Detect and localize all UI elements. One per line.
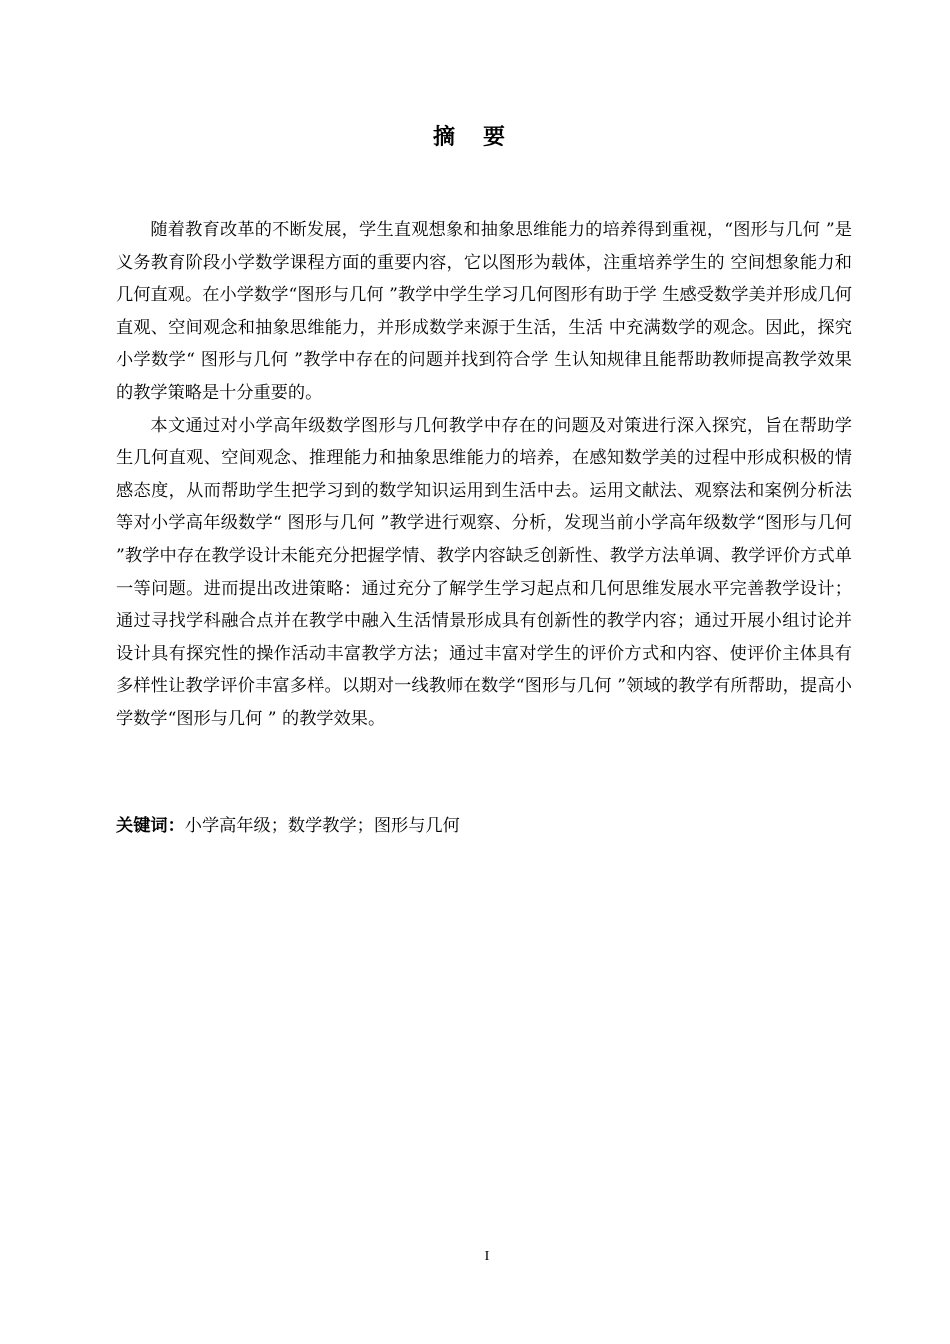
- page-number: I: [484, 1249, 490, 1264]
- keywords-label: 关键词：: [116, 816, 185, 836]
- abstract-body: [116, 214, 852, 736]
- keywords-value: 小学高年级；数学教学；图形与几何: [184, 816, 460, 836]
- page-title: 摘要: [432, 125, 533, 150]
- abstract-paragraph-1: 随着教育改革的不断发展，学生直观想象和抽象思维能力的培养得到重视，“图形与几何 ”是义务教育阶段小学数学课程方面的重要内容，它以图形为载体，注重培养学生的 空间想象能力和几何直观。在小学数学“图形与几何 ”教学中学生学习几何图形有助于学 生感受数学美并形成几何直观、空间观念和抽象思维能力，并形成数学来源于生活，生活 中充满数学的观念。因此，探究小学数学“ 图形与几何 ”教学中存在的问题并找到符合学 生认知规律且能帮助教师提高教学效果的教学策略是十分重要的。: [116, 220, 852, 403]
- keywords-line: [116, 810, 852, 842]
- abstract-paragraph-2: 本文通过对小学高年级数学图形与几何教学中存在的问题及对策进行深入探究，旨在帮助学生几何直观、空间观念、推理能力和抽象思维能力的培养，在感知数学美的过程中形成积极的情感态度，从而帮助学生把学习到的数学知识运用到生活中去。运用文献法、观察法和案例分析法等对小学高年级数学“ 图形与几何 ”教学进行观察、分析，发现当前小学高年级数学“图形与几何 ”教学中存在教学设计未能充分把握学情、教学内容缺乏创新性、教学方法单调、教学评价方式单一等问题。进而提出改进策略：通过充分了解学生学习起点和几何思维发展水平完善教学设计；通过寻找学科融合点并在教学中融入生活情景形成具有创新性的教学内容；通过开展小组讨论并设计具有探究性的操作活动丰富教学方法；通过丰富对学生的评价方式和内容、使评价主体具有多样性让教学评价丰富多样。以期对一线教师在数学“图形与几何 ”领域的教学有所帮助，提高小学数学“图形与几何 ” 的教学效果。: [116, 415, 852, 729]
